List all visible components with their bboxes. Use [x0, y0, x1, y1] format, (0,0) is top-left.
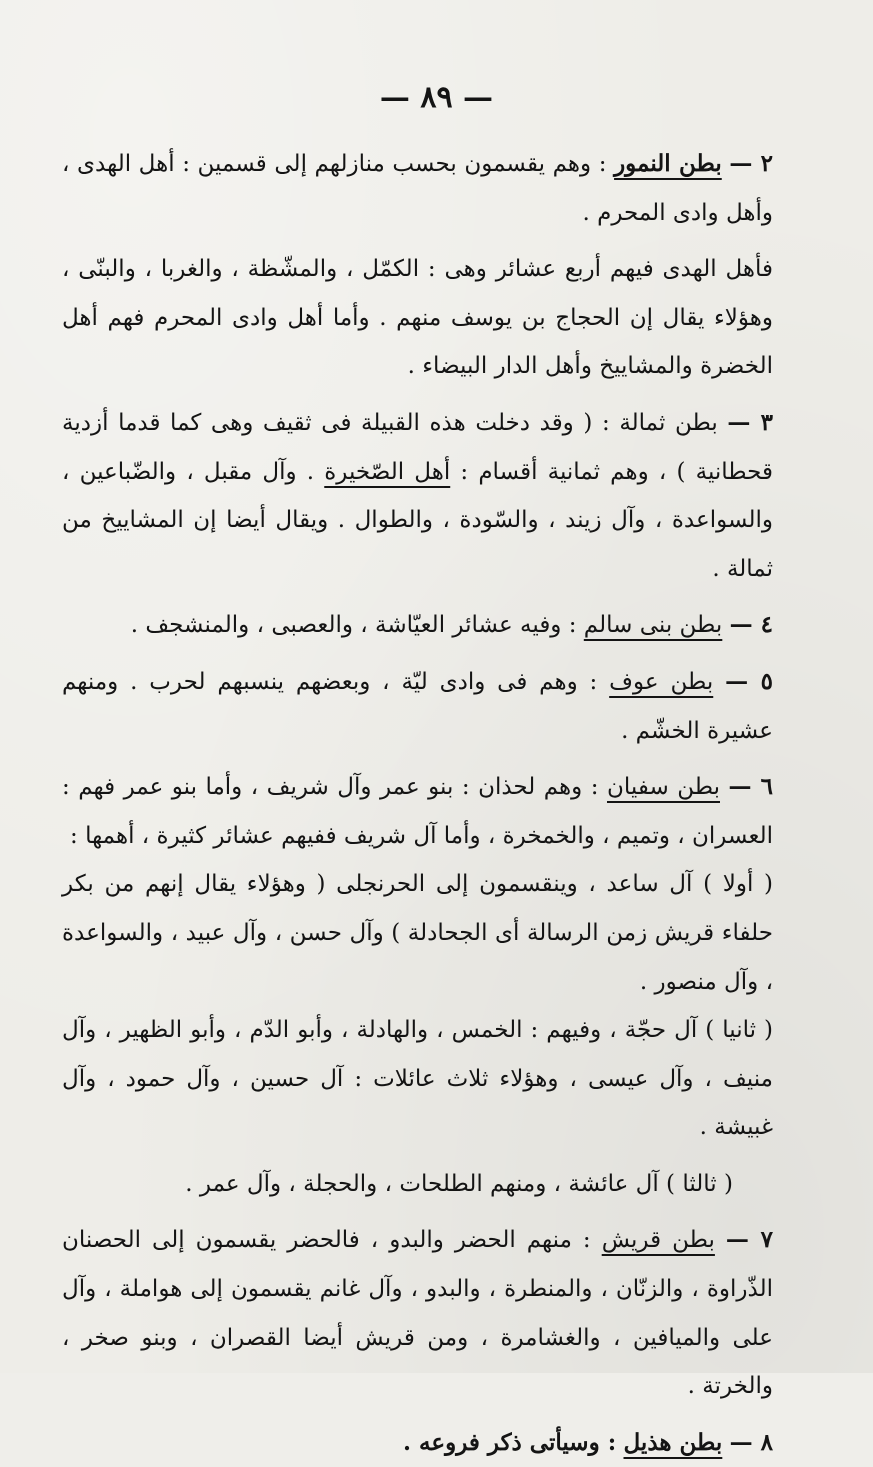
- section-number: ٧ —: [725, 1226, 773, 1254]
- section-2-paragraph: فأهل الهدى فيهم أربع عشائر وهى : الكمّل ، والمشّظة ، والغربا ، والبنّى ، وهؤلاء يقال إن الحجاج بن يوسف منهم . وأما أهل وادى المحرم فهم أهل الخضرة والمشاييخ وأهل الدار البيضاء .: [62, 256, 773, 380]
- section-number: ٥ —: [725, 667, 774, 695]
- section-text: : وسيأتى ذكر فروعه .: [403, 1428, 617, 1456]
- section-text: : وفيه عشائر العيّاشة ، والعصبى ، والمنشجف .: [130, 612, 577, 639]
- section-5: [62, 658, 803, 755]
- section-number: ٤ —: [729, 611, 773, 639]
- page-number: — ٨٩ —: [379, 80, 494, 115]
- underlined-clan: أهل الصّخيرة: [324, 458, 451, 485]
- tribe-name: بطن النمور: [614, 150, 722, 177]
- tribe-name: بطن عوف: [609, 668, 714, 695]
- section-6-third: ( ثالثا ) آل عائشة ، ومنهم الطلحات ، والحجلة ، وآل عمر .: [185, 1170, 733, 1197]
- section-number: ٨ —: [729, 1428, 773, 1456]
- section-number: ٣ —: [727, 408, 774, 436]
- section-text-rest: . وآل مقبل ، والضّباعين ، والسواعدة ، وآل زيند ، والسّودة ، والطوال . ويقال أيضا إن المشاييخ من ثمالة .: [62, 458, 773, 582]
- tribe-name: بطن بنى سالم: [583, 612, 723, 639]
- section-3: [62, 399, 803, 593]
- section-6-second: ( ثانيا ) آل حجّة ، وفيهم : الخمس ، والهادلة ، وأبو الدّم ، وأبو الظهير ، وآل منيف ، وآل عيسى ، وهؤلاء ثلاث عائلات : آل حسين ، وآل حمود ، وآل غبيشة .: [62, 1017, 773, 1141]
- section-7: [62, 1216, 803, 1410]
- section-number: ٢ —: [729, 150, 773, 177]
- tribe-name: بطن قريش: [601, 1227, 715, 1254]
- tribe-name: بطن هذيل: [623, 1428, 723, 1456]
- section-8: [62, 1419, 803, 1467]
- section-2: [62, 140, 803, 237]
- section-text: : وهم لحذان : بنو عمر وآل شريف ، وأما بنو عمر فهم : العسران ، وتميم ، والخمخرة ، وأما آل شريف ففيهم عشائر كثيرة ، أهمها :: [62, 774, 773, 849]
- section-text: : منهم الحضر والبدو ، فالحضر يقسمون إلى الحصنان الذّراوة ، والزنّان ، والمنطرة ، والبدو ، وآل غانم يقسمون إلى هواملة ، وآل على والميافين ، والغشامرة ، ومن قريش أيضا القصران ، وبنو صخر ، والخرتة .: [62, 1227, 773, 1400]
- section-text: : وهم يقسمون بحسب منازلهم إلى قسمين : أهل الهدى ، وأهل وادى المحرم .: [62, 151, 773, 226]
- section-4: [62, 601, 803, 650]
- section-6: [62, 763, 803, 860]
- tribe-name: بطن سفيان: [607, 774, 720, 801]
- section-text: : ( وقد دخلت هذه القبيلة فى ثقيف وهى كما قدما أزدية قحطانية ) ، وهم ثمانية أقسام :: [62, 409, 774, 485]
- page-body: [62, 140, 803, 1467]
- section-6-first: ( أولا ) آل ساعد ، وينقسمون إلى الحرنجلى ( وهؤلاء يقال إنهم من بكر حلفاء قريش زمن الرسالة أى الجحادلة ) وآل حسن ، وآل عبيد ، والسواعدة ، وآل منصور .: [62, 871, 773, 995]
- tribe-name: بطن ثمالة: [619, 409, 718, 436]
- section-number: ٦ —: [728, 773, 774, 801]
- section-text: : وهم فى وادى ليّة ، وبعضهم ينسبهم لحرب . ومنهم عشيرة الخشّم .: [62, 668, 773, 744]
